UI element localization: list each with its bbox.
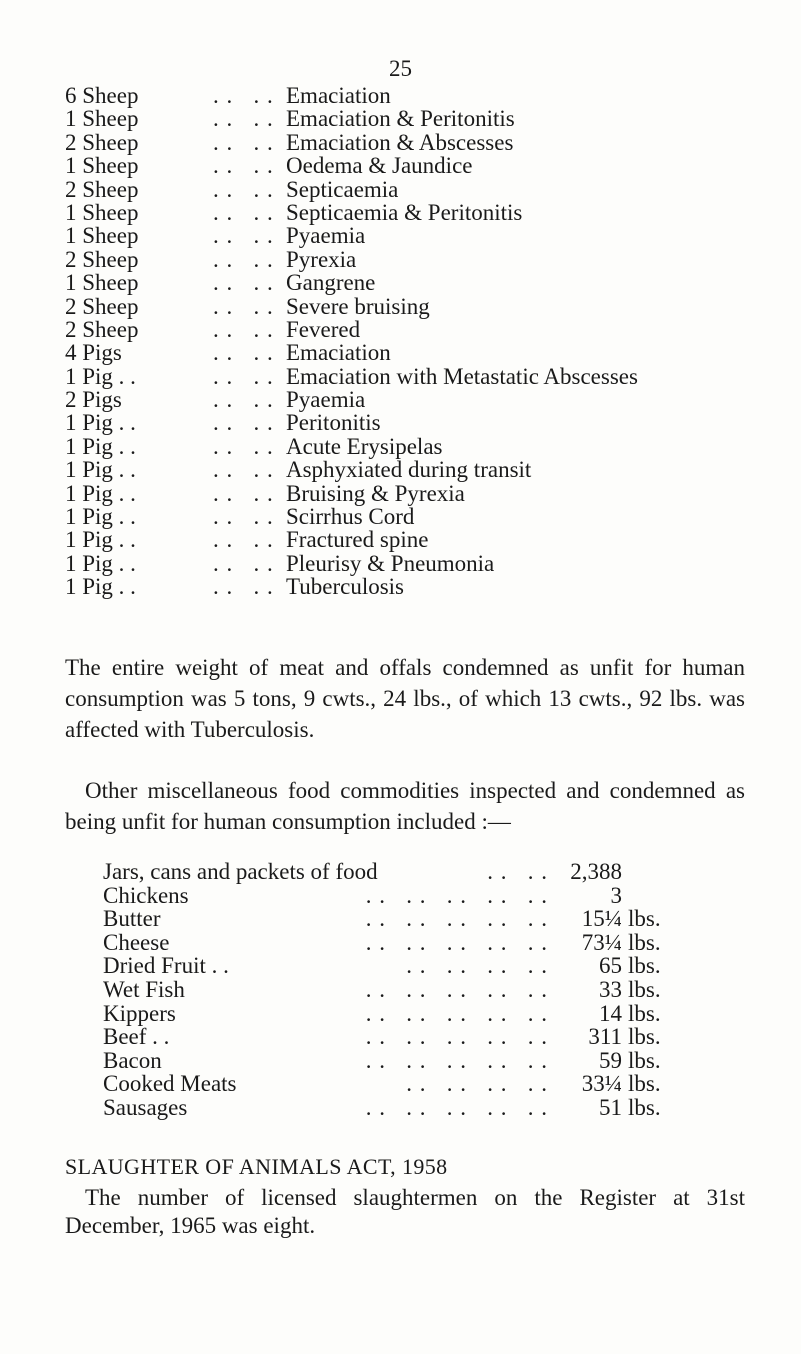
commodity-quantity: 14 — [599, 1000, 622, 1026]
commodity-name: Dried Fruit . . — [103, 953, 229, 979]
animal-count: 1 Pig . . — [65, 574, 136, 600]
commodity-row — [0, 954, 801, 978]
condemnation-cause: Septicaemia & Peritonitis — [286, 199, 523, 225]
dot-leader: . . . . — [213, 480, 274, 506]
commodity-unit: lbs. — [628, 906, 661, 932]
condemnation-cause: Asphyxiated during transit — [286, 457, 532, 483]
condemnation-cause: Pyaemia — [286, 387, 366, 413]
dot-leader: . . . . . . . . . . — [365, 882, 548, 908]
commodity-row — [0, 1049, 801, 1073]
commodity-row — [0, 1002, 801, 1026]
commodity-quantity: 3 — [610, 882, 622, 908]
animal-count: 1 Pig . . — [65, 550, 136, 576]
condemnation-cause: Severe bruising — [286, 293, 430, 319]
condemnation-cause: Oedema & Jaundice — [286, 153, 473, 179]
dot-leader: . . . . . . . . — [406, 953, 548, 979]
animal-count: 2 Sheep — [65, 176, 139, 202]
condemned-row — [0, 318, 801, 341]
dot-leader: . . . . . . . . . . — [365, 1000, 548, 1026]
condemned-row — [0, 224, 801, 247]
dot-leader: . . . . — [213, 293, 274, 319]
dot-leader: . . . . — [487, 859, 548, 884]
animal-count: 1 Pig . . — [65, 363, 136, 389]
commodity-quantity: 73¼ — [581, 929, 622, 955]
commodity-row — [0, 884, 801, 908]
condemnation-cause: Emaciation with Metastatic Abscesses — [286, 363, 638, 389]
dot-leader: . . . . . . . . — [406, 1071, 548, 1097]
commodity-row — [0, 1025, 801, 1049]
animal-count: 1 Pig . . — [65, 527, 136, 553]
animal-count: 2 Sheep — [65, 129, 139, 155]
animal-count: 1 Sheep — [65, 270, 139, 296]
dot-leader: . . . . — [213, 129, 274, 155]
animal-count: 1 Pig . . — [65, 410, 136, 436]
commodity-quantity: 51 — [599, 1094, 622, 1120]
dot-leader: . . . . . . . . . . — [365, 976, 548, 1002]
animal-count: 2 Pigs — [65, 387, 122, 413]
condemnation-cause: Peritonitis — [286, 410, 381, 436]
commodity-name: Beef . . — [103, 1024, 170, 1050]
commodity-unit: lbs. — [628, 976, 661, 1002]
animal-count: 2 Sheep — [65, 293, 139, 319]
condemned-row — [0, 201, 801, 224]
condemnation-cause: Pyrexia — [286, 246, 357, 272]
commodity-unit: lbs. — [628, 1071, 661, 1097]
condemnation-cause: Septicaemia — [286, 176, 399, 202]
commodity-quantity: 33¼ — [581, 1071, 622, 1097]
animal-count: 1 Pig . . — [65, 480, 136, 506]
commodity-unit: lbs. — [628, 953, 661, 979]
condemned-row — [0, 528, 801, 551]
dot-leader: . . . . — [213, 223, 274, 249]
animal-count: 1 Pig . . — [65, 504, 136, 530]
condemnation-cause: Fractured spine — [286, 527, 429, 553]
condemned-row — [0, 458, 801, 481]
commodity-row — [0, 907, 801, 931]
condemned-row — [0, 482, 801, 505]
condemned-animals-list — [0, 84, 801, 599]
commodity-name: Wet Fish — [103, 976, 185, 1002]
dot-leader: . . . . — [213, 340, 274, 366]
dot-leader: . . . . — [213, 246, 274, 272]
animal-count: 1 Pig . . — [65, 457, 136, 483]
commodity-name: Bacon — [103, 1047, 162, 1073]
condemnation-cause: Pyaemia — [286, 223, 366, 249]
dot-leader: . . . . . . . . . . — [365, 1094, 548, 1120]
condemnation-cause: Emaciation — [286, 83, 391, 108]
condemned-row — [0, 575, 801, 598]
dot-leader: . . . . — [213, 457, 274, 483]
commodity-quantity: 311 — [588, 1024, 622, 1050]
commodity-unit: lbs. — [628, 1047, 661, 1073]
condemned-row — [0, 248, 801, 271]
commodity-quantity: 2,388 — [570, 859, 622, 884]
commodity-quantity: 15¼ — [581, 906, 622, 932]
dot-leader: . . . . . . . . . . — [365, 906, 548, 932]
dot-leader: . . . . — [213, 433, 274, 459]
misc-commodities-list — [0, 860, 801, 1120]
commodity-row — [0, 931, 801, 955]
animal-count: 1 Sheep — [65, 199, 139, 225]
condemnation-cause: Emaciation — [286, 340, 391, 366]
condemnation-cause: Tuberculosis — [286, 574, 404, 600]
condemned-row — [0, 388, 801, 411]
dot-leader: . . . . — [213, 316, 274, 342]
condemnation-cause: Gangrene — [286, 270, 376, 296]
commodity-unit: lbs. — [628, 1094, 661, 1120]
commodity-quantity: 65 — [599, 953, 622, 979]
animal-count: 1 Sheep — [65, 153, 139, 179]
commodity-quantity: 59 — [599, 1047, 622, 1073]
condemned-row — [0, 365, 801, 388]
condemned-row — [0, 295, 801, 318]
condemned-row — [0, 131, 801, 154]
commodity-name: Cooked Meats — [103, 1071, 237, 1097]
dot-leader: . . . . — [213, 363, 274, 389]
commodity-name: Sausages — [103, 1094, 188, 1120]
dot-leader: . . . . . . . . . . — [365, 1047, 548, 1073]
commodity-name: Jars, cans and packets of food — [103, 859, 378, 884]
animal-count: 1 Pig . . — [65, 433, 136, 459]
dot-leader: . . . . — [213, 504, 274, 530]
animal-count: 6 Sheep — [65, 83, 139, 108]
slaughtermen-paragraph: The number of licensed slaughtermen on the Register at 31st December, 1965 was eight. — [65, 1185, 745, 1238]
dot-leader: . . . . — [213, 550, 274, 576]
condemnation-cause: Acute Erysipelas — [286, 433, 443, 459]
misc-intro-paragraph: Other miscellaneous food commodities inspected and condemned as being unfit for human consumption included :— — [65, 778, 745, 834]
commodity-row — [0, 1072, 801, 1096]
condemned-row — [0, 341, 801, 364]
weight-paragraph: The entire weight of meat and offals condemned as unfit for human consumption was 5 tons, 9 cwts., 24 lbs., of which 13 cwts., 92 lbs. was affected with Tuberculosis. — [65, 655, 745, 742]
dot-leader: . . . . — [213, 527, 274, 553]
condemned-row — [0, 84, 801, 107]
condemned-row — [0, 107, 801, 130]
dot-leader: . . . . — [213, 387, 274, 413]
commodity-name: Chickens — [103, 882, 189, 908]
condemnation-cause: Emaciation & Abscesses — [286, 129, 514, 155]
condemned-row — [0, 271, 801, 294]
condemnation-cause: Fevered — [286, 316, 361, 342]
condemned-row — [0, 435, 801, 458]
dot-leader: . . . . — [213, 199, 274, 225]
condemned-row — [0, 178, 801, 201]
page-number: 25 — [389, 56, 412, 81]
dot-leader: . . . . — [213, 176, 274, 202]
dot-leader: . . . . . . . . . . — [365, 929, 548, 955]
section-heading: SLAUGHTER OF ANIMALS ACT, 1958 — [65, 1154, 448, 1179]
condemned-row — [0, 552, 801, 575]
condemned-row — [0, 411, 801, 434]
commodity-unit: lbs. — [628, 1024, 661, 1050]
condemnation-cause: Scirrhus Cord — [286, 504, 415, 530]
dot-leader: . . . . — [213, 410, 274, 436]
commodity-name: Kippers — [103, 1000, 176, 1026]
animal-count: 2 Sheep — [65, 316, 139, 342]
commodity-unit: lbs. — [628, 929, 661, 955]
commodity-unit: lbs. — [628, 1000, 661, 1026]
dot-leader: . . . . — [213, 106, 274, 132]
commodity-row — [0, 1096, 801, 1120]
dot-leader: . . . . — [213, 83, 274, 108]
animal-count: 4 Pigs — [65, 340, 122, 366]
condemnation-cause: Bruising & Pyrexia — [286, 480, 465, 506]
condemnation-cause: Emaciation & Peritonitis — [286, 106, 515, 132]
dot-leader: . . . . — [213, 153, 274, 179]
condemned-row — [0, 505, 801, 528]
animal-count: 1 Sheep — [65, 223, 139, 249]
condemnation-cause: Pleurisy & Pneumonia — [286, 550, 495, 576]
dot-leader: . . . . — [213, 270, 274, 296]
commodity-row — [0, 978, 801, 1002]
animal-count: 2 Sheep — [65, 246, 139, 272]
commodity-quantity: 33 — [599, 976, 622, 1002]
dot-leader: . . . . . . . . . . — [365, 1024, 548, 1050]
dot-leader: . . . . — [213, 574, 274, 600]
commodity-row — [0, 860, 801, 884]
commodity-name: Cheese — [103, 929, 170, 955]
animal-count: 1 Sheep — [65, 106, 139, 132]
commodity-name: Butter — [103, 906, 161, 932]
condemned-row — [0, 154, 801, 177]
